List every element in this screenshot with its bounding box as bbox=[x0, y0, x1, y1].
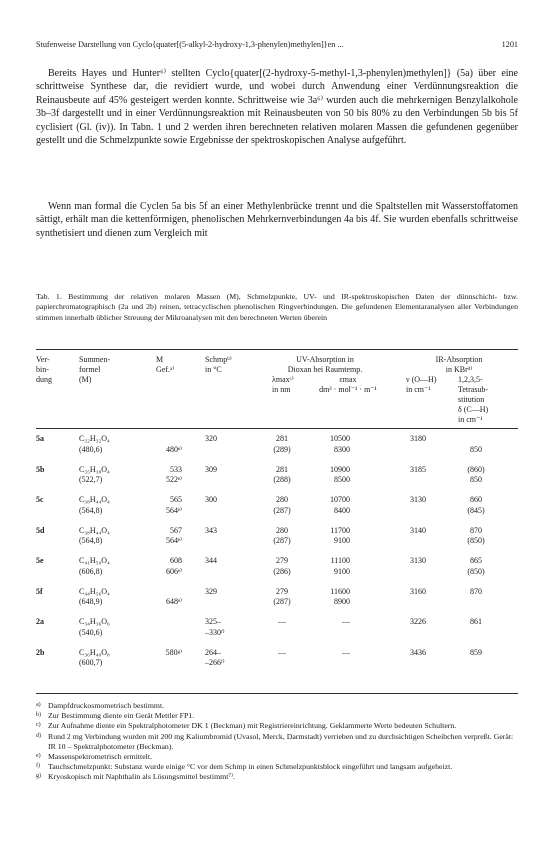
footnote-text: Dampfdruckosmometrisch bestimmt. bbox=[48, 701, 165, 710]
body-paragraph-1: Bereits Hayes und Hunter⁶⁾ stellten Cyclo{quater[(2-hydroxy-5-methyl-1,3-phenylen)methylen]} (5a) über eine schrittweise Synthese dar, die revidiert wurde, und wobei durch Anwendung einer Verdünnungsreaktion die Reinausbeute auf 45% gesteigert werden konnte. Schrittweise wie 3a⁶⁾ wurden auch die mehrkernigen Benzylalkohole 3b–3f dargestellt und in einer Verdünnungsreaktion mit Reinausbeuten von 50 bis 80% zu den Verbindungen 5b bis 5f cyclisiert (Gl. (iv)). In Tabn. 1 und 2 werden ihren berechneten relativen molaren Massen die gefundenen gegenüber gestellt und die Schmelzpunkte sowie Ergebnisse der spektroskopischen Analyse aufgeführt. bbox=[36, 68, 518, 147]
cell-e2: 8300 bbox=[334, 444, 350, 454]
cell-id: 5e bbox=[36, 556, 44, 565]
cell-e1: 11600 bbox=[330, 586, 350, 596]
cell-e1: 10500 bbox=[330, 434, 350, 443]
cell-mp2: –266ᶠ⁾ bbox=[205, 658, 225, 667]
table-bottom-rule bbox=[36, 693, 518, 694]
cell-mp2: –330ᶠ⁾ bbox=[205, 627, 225, 637]
cell-l2: (287) bbox=[273, 597, 291, 606]
cell-id: 2b bbox=[36, 647, 45, 657]
cell-oh: 3180 bbox=[410, 434, 426, 443]
cell-mp1: 320 bbox=[205, 434, 217, 443]
table-top-rule bbox=[36, 349, 518, 350]
header-ir-group: IR-Absorption in KBrᵈ⁾ bbox=[435, 355, 483, 374]
footnote-mark: f) bbox=[36, 763, 40, 770]
cell-e1: — bbox=[342, 647, 350, 657]
footnote-text: Tauchschmelzpunkt: Substanz wurde einige °C vor dem Schmp in einen Schmelzpunktsblock eingeführt und langsam aufgeheizt. bbox=[48, 762, 453, 772]
cell-l1: 281 bbox=[276, 464, 288, 474]
running-title: Stufenweise Darstellung von Cyclo{quater[(5-alkyl-2-hydroxy-1,3-phenylen)methylen]}en ... bbox=[36, 40, 344, 49]
footnote-mark: g) bbox=[36, 773, 41, 780]
cell-m1: 533 bbox=[170, 464, 182, 474]
footnote bbox=[36, 752, 518, 762]
cell-formula: C₃₈H₄₄O₄ bbox=[79, 525, 110, 535]
cell-oh: 3185 bbox=[410, 464, 426, 474]
body-paragraph-2: Wenn man formal die Cyclen 5a bis 5f an einer Methylenbrücke trennt und die Spaltstellen mit Wasserstoffatomen sättigt, erhält man die kettenförmigen, phenolischen Mehrkernverbindungen 4a bis 4f. Sie wurden ebenfalls schrittweise synthetisiert und dienen zum Vergleich mit bbox=[36, 201, 518, 239]
cell-m1: 580ᵍ⁾ bbox=[165, 647, 182, 657]
cell-e2: 9100 bbox=[334, 566, 350, 576]
cell-formula: C₃₄H₃₆O₆ bbox=[79, 617, 110, 626]
header-mass-found: M Gef.ᵃ⁾ bbox=[156, 355, 175, 374]
cell-cd2: 850 bbox=[470, 475, 482, 484]
cell-mp1: 325– bbox=[205, 617, 221, 626]
cell-e1: 11700 bbox=[330, 525, 350, 535]
cell-m2: 606ᵉ⁾ bbox=[165, 566, 182, 576]
cell-cd2: (850) bbox=[467, 566, 485, 576]
cell-mp1: 343 bbox=[205, 525, 217, 535]
cell-m1: 608 bbox=[170, 556, 182, 565]
footnote bbox=[36, 732, 518, 752]
cell-e2: 8900 bbox=[334, 597, 350, 606]
header-uv-group: UV-Absorption in Dioxan bei Raumtemp. bbox=[287, 355, 363, 374]
cell-e2: 8500 bbox=[334, 475, 350, 484]
cell-l1: — bbox=[278, 617, 286, 626]
cell-m2: 564ᵉ⁾ bbox=[165, 536, 182, 545]
page-number: 1201 bbox=[501, 40, 518, 49]
cell-id: 5c bbox=[36, 495, 44, 504]
cell-e1: 10900 bbox=[330, 464, 350, 474]
header-tetrasubstitution: 1,2,3,5- Tetrasub- stitution δ (C—H) in cm⁻¹ bbox=[458, 375, 489, 424]
cell-oh: 3130 bbox=[410, 556, 426, 565]
cell-cd1: 860 bbox=[470, 495, 482, 504]
footnote bbox=[36, 762, 518, 772]
cell-cd2: (845) bbox=[467, 505, 485, 515]
cell-m2: 480ᵉ⁾ bbox=[165, 444, 182, 454]
cell-oh: 3160 bbox=[410, 586, 426, 596]
cell-m2: 648ᵉ⁾ bbox=[165, 597, 182, 606]
footnote bbox=[36, 721, 518, 731]
header-oh-stretch: ν (O—H) in cm⁻¹ bbox=[406, 375, 437, 394]
cell-id: 5d bbox=[36, 525, 45, 535]
header-compound: Ver- bin- dung bbox=[36, 355, 52, 384]
cell-m2: 522ᵉ⁾ bbox=[165, 475, 182, 484]
cell-formula: C₄₁H₅₀O₄ bbox=[79, 556, 110, 565]
cell-e1: 10700 bbox=[330, 495, 350, 504]
cell-formula: C₃₆H₄₀O₈ bbox=[79, 647, 110, 657]
header-epsilon: εmax dm³ · mol⁻¹ · m⁻¹ bbox=[319, 375, 377, 394]
footnote-text: Massenspektrometrisch ermittelt. bbox=[48, 752, 152, 762]
cell-cd2: (850) bbox=[467, 536, 485, 545]
cell-mp1: 264– bbox=[205, 647, 221, 657]
cell-cd1: 870 bbox=[470, 525, 482, 535]
cell-id: 2a bbox=[36, 617, 44, 626]
cell-oh: 3226 bbox=[410, 617, 426, 626]
cell-mp1: 309 bbox=[205, 464, 217, 474]
footnotes bbox=[36, 701, 518, 783]
cell-cd1: 861 bbox=[470, 617, 482, 626]
cell-calc: (522,7) bbox=[79, 475, 103, 484]
footnote-mark: a) bbox=[36, 702, 41, 708]
cell-mp1: 344 bbox=[205, 556, 217, 565]
cell-cd1: 870 bbox=[470, 586, 482, 596]
cell-id: 5f bbox=[36, 586, 43, 596]
cell-formula: C₄₄H₅₆O₄ bbox=[79, 586, 110, 596]
footnote bbox=[36, 772, 518, 782]
footnote-text: Zur Bestimmung diente ein Gerät Mettler FP1. bbox=[48, 711, 195, 721]
cell-mp1: 300 bbox=[205, 495, 217, 504]
cell-e1: 11100 bbox=[330, 556, 350, 565]
table-caption: Tab. 1. Bestimmung der relativen molaren Massen (M), Schmelzpunkte, UV- und IR-spektroskopischen Daten der dünnschicht- bzw. papierchromatographisch (2a und 2b) reinen, tetracyclischen phenolischen Ringverbindungen. Die gefundenen Elementaranalysen aller Verbindungen stimmen innerhalb üblicher Streuung der Mikroanalysen mit den berechneten Werten überein bbox=[36, 292, 518, 322]
cell-cd1: 859 bbox=[470, 647, 482, 657]
cell-id: 5b bbox=[36, 464, 45, 474]
running-header bbox=[36, 40, 518, 49]
footnote-mark: c) bbox=[36, 722, 41, 729]
cell-formula: C₃₈H₄₄O₄ bbox=[79, 495, 110, 504]
cell-l1: 281 bbox=[276, 434, 288, 443]
cell-formula: C₃₂H₃₂O₄ bbox=[79, 434, 110, 443]
cell-l1: 280 bbox=[276, 495, 288, 504]
cell-calc: (564,8) bbox=[79, 505, 103, 515]
cell-l1: — bbox=[278, 647, 286, 657]
cell-e1: — bbox=[342, 617, 350, 626]
cell-oh: 3130 bbox=[410, 495, 426, 504]
footnote-mark: e) bbox=[36, 753, 41, 760]
footnote-mark: d) bbox=[36, 732, 41, 739]
cell-id: 5a bbox=[36, 434, 44, 443]
cell-calc: (540,6) bbox=[79, 627, 103, 637]
cell-calc: (600,7) bbox=[79, 658, 103, 667]
cell-m2: 564ᵉ⁾ bbox=[165, 505, 182, 515]
cell-l2: (287) bbox=[273, 505, 291, 515]
header-lambda: λmaxᶜ⁾ in nm bbox=[272, 375, 294, 394]
cell-l1: 279 bbox=[276, 586, 288, 596]
cell-l2: (286) bbox=[273, 566, 291, 576]
footnote bbox=[36, 711, 518, 721]
cell-m1: 565 bbox=[170, 495, 182, 504]
header-melting-point: Schmpᵇ⁾ in °C bbox=[205, 355, 232, 374]
cell-l1: 279 bbox=[276, 556, 288, 565]
footnote-text: Zur Aufnahme diente ein Spektralphotometer DK 1 (Beckman) mit Registriereinrichtung. Geklammerte Werte bedeuten Schultern. bbox=[48, 721, 457, 731]
cell-calc: (606,8) bbox=[79, 566, 103, 576]
header-formula: Summen- formel (M) bbox=[79, 355, 111, 384]
cell-m1: 567 bbox=[170, 525, 182, 535]
footnote-text: Kryoskopisch mit Naphthalin als Lösungsmittel bestimmt⁷⁾. bbox=[48, 772, 235, 782]
cell-calc: (648,9) bbox=[79, 597, 103, 606]
cell-oh: 3436 bbox=[410, 647, 426, 657]
cell-cd1: 865 bbox=[470, 556, 482, 565]
cell-e2: 8400 bbox=[334, 505, 350, 515]
cell-oh: 3140 bbox=[410, 525, 426, 535]
cell-e2: 9100 bbox=[334, 536, 350, 545]
cell-l2: (289) bbox=[273, 444, 291, 454]
cell-l2: (288) bbox=[273, 475, 291, 484]
cell-l1: 280 bbox=[276, 525, 288, 535]
table-header-rule bbox=[36, 428, 518, 429]
cell-calc: (564,8) bbox=[79, 536, 103, 545]
cell-cd1: (860) bbox=[467, 464, 485, 474]
footnote-mark: b) bbox=[36, 712, 41, 719]
footnote-text: Rund 2 mg Verbindung wurden mit 200 mg Kaliumbromid (Uvasol, Merck, Darmstadt) verrieben und zu durchsichtigen Scheibchen verpreßt. Gerät: IR 10 – Spektralphotometer (Beckman). bbox=[48, 731, 514, 751]
cell-mp1: 329 bbox=[205, 586, 217, 596]
cell-l2: (287) bbox=[273, 536, 291, 545]
cell-calc: (480,6) bbox=[79, 444, 103, 454]
cell-formula: C₃₅H₃₈O₄ bbox=[79, 464, 110, 474]
cell-cd2: 850 bbox=[470, 444, 482, 454]
footnote bbox=[36, 701, 518, 711]
